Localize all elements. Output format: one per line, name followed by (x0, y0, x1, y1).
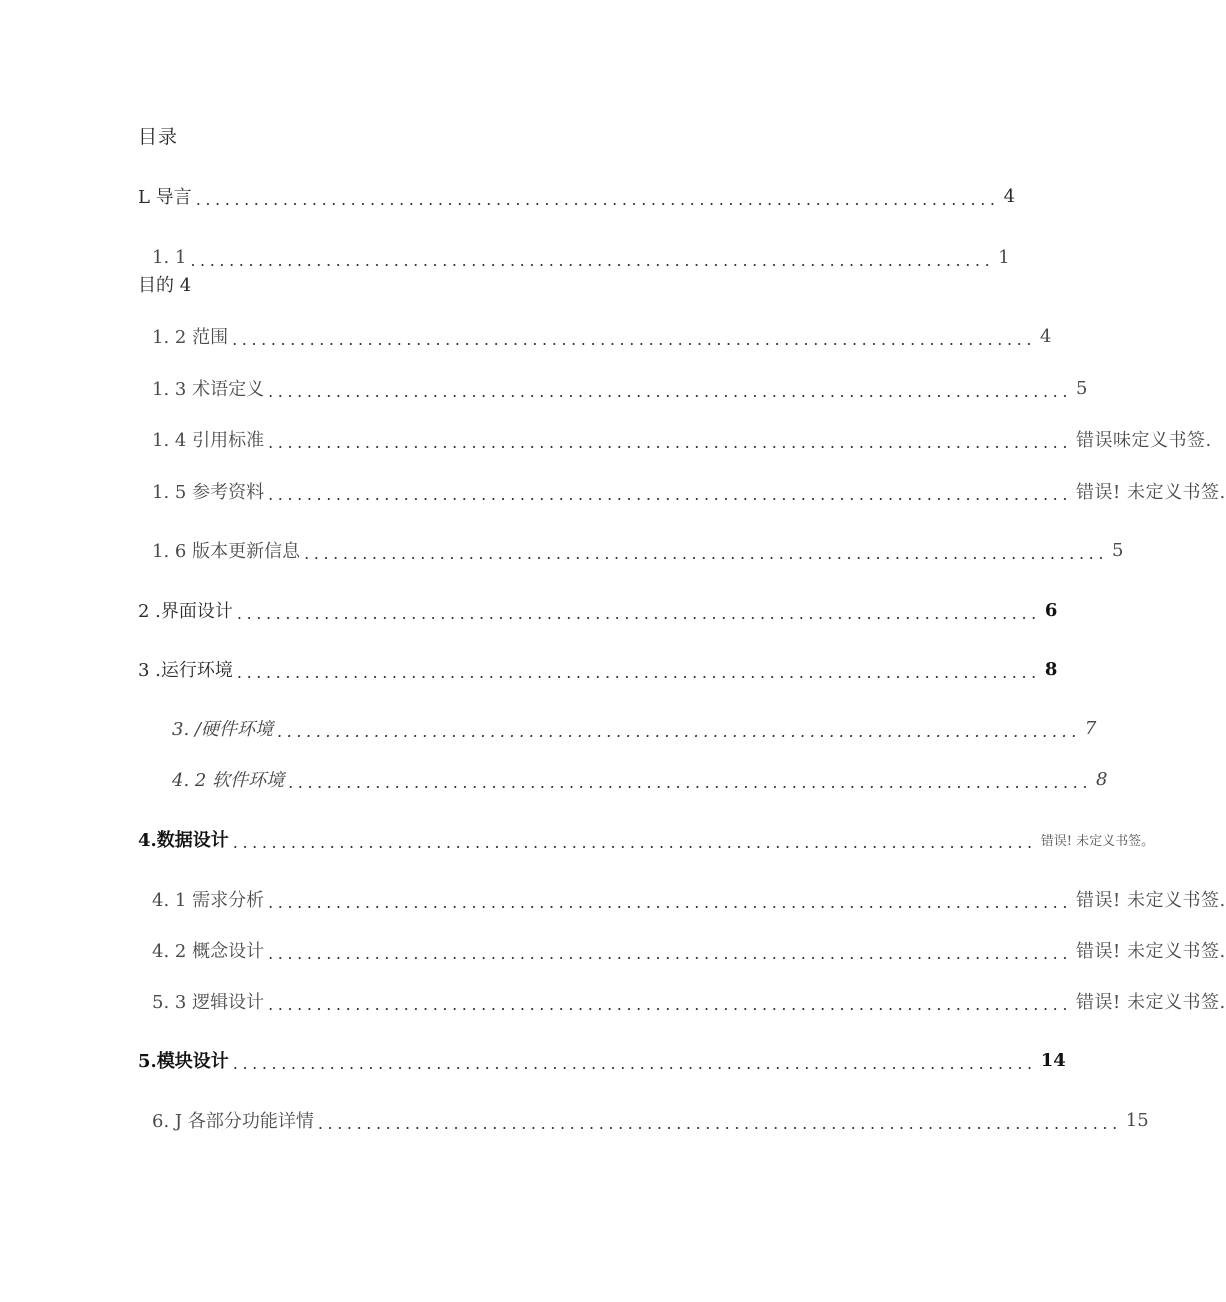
toc-entry-wrap-text: 目的 4 (138, 275, 192, 296)
toc-entry[interactable] (152, 322, 1052, 350)
toc-entry[interactable] (138, 1046, 1066, 1074)
toc-entry-page: 错误! 未定义书签。 (1040, 833, 1155, 849)
leader-dots: ................................................................................... (190, 250, 995, 270)
toc-entry[interactable] (152, 536, 1124, 564)
toc-entry-page: 1 (998, 246, 1010, 268)
toc-entry-page: 错误! 未定义书签. (1076, 992, 1226, 1013)
toc-entry-label: 1. 6 版本更新信息 (152, 541, 301, 562)
toc-entry-label: 4. 2 软件环境 (172, 770, 285, 791)
leader-dots: ................................................................................... (268, 943, 1073, 963)
leader-dots: ................................................................................... (232, 329, 1037, 349)
toc-entry[interactable] (152, 1106, 1149, 1134)
toc-entry[interactable] (172, 714, 1097, 742)
toc-entry-page: 错误! 未定义书签. (1076, 941, 1226, 962)
toc-entry-label: L 导言 (138, 187, 192, 208)
leader-dots: ................................................................................... (288, 772, 1093, 792)
toc-entry-page: 4 (1003, 185, 1016, 207)
toc-entry[interactable] (172, 765, 1108, 793)
toc-entry-label: 4.数据设计 (138, 830, 229, 851)
toc-entry-label: 1. 5 参考资料 (152, 482, 265, 503)
leader-dots: ................................................................................... (268, 484, 1073, 504)
toc-entry-label: 3. /硬件环境 (172, 719, 273, 740)
toc-entry-page: 8 (1096, 768, 1108, 790)
toc-entry-label: 5. 3 逻辑设计 (152, 992, 265, 1013)
toc-entry[interactable] (138, 596, 1058, 624)
toc-entry-label: 1. 4 引用标准 (152, 430, 265, 451)
toc-entry-page: 6 (1044, 599, 1058, 621)
leader-dots: ................................................................................... (236, 662, 1041, 682)
toc-entry[interactable] (138, 655, 1058, 683)
leader-dots: ................................................................................... (232, 832, 1037, 852)
toc-entry-page: 错误! 未定义书签. (1076, 482, 1226, 503)
toc-entry[interactable] (152, 936, 1226, 964)
leader-dots: ................................................................................... (276, 721, 1081, 741)
toc-entry[interactable] (152, 987, 1226, 1015)
toc-entry-page: 错误! 未定义书签. (1076, 890, 1226, 911)
toc-entry-page: 7 (1084, 717, 1097, 739)
leader-dots: ................................................................................... (268, 432, 1073, 452)
toc-entry[interactable] (152, 243, 1010, 271)
toc-entry[interactable] (152, 885, 1226, 913)
toc-entry[interactable] (138, 825, 1155, 853)
toc-title: 目录 (138, 126, 179, 148)
toc-entry-page: 14 (1040, 1049, 1066, 1071)
toc-entry[interactable] (152, 477, 1226, 505)
toc-entry[interactable] (138, 182, 1016, 210)
toc-entry-label: 4. 1 需求分析 (152, 890, 265, 911)
toc-entry-label: 1. 2 范围 (152, 327, 229, 348)
leader-dots: ................................................................................... (195, 189, 1000, 209)
toc-entry[interactable] (152, 374, 1088, 402)
toc-entry-label: 4. 2 概念设计 (152, 941, 265, 962)
leader-dots: ................................................................................... (232, 1053, 1037, 1073)
toc-entry-page: 4 (1040, 325, 1052, 347)
toc-entry-label: 3 .运行环境 (138, 660, 233, 681)
toc-entry-label: 6. J 各部分功能详情 (152, 1111, 314, 1132)
toc-entry-label: 2 .界面设计 (138, 601, 233, 622)
toc-entry-page: 5 (1112, 539, 1124, 561)
toc-entry-page: 5 (1076, 377, 1088, 399)
leader-dots: ................................................................................... (236, 603, 1041, 623)
toc-entry-label: 1. 3 术语定义 (152, 379, 265, 400)
leader-dots: ................................................................................... (268, 994, 1073, 1014)
leader-dots: ................................................................................... (268, 381, 1073, 401)
toc-entry-label: 5.模块设计 (138, 1051, 229, 1072)
toc-entry-label: 1. 1 (152, 246, 187, 268)
toc-entry-page: 8 (1044, 658, 1058, 680)
toc-entry[interactable] (152, 425, 1212, 453)
toc-entry-page: 错误味定义书签. (1076, 430, 1212, 451)
leader-dots: ................................................................................... (268, 892, 1073, 912)
leader-dots: ................................................................................... (304, 543, 1109, 563)
toc-entry-page: 15 (1125, 1109, 1149, 1131)
leader-dots: ................................................................................... (317, 1113, 1122, 1133)
